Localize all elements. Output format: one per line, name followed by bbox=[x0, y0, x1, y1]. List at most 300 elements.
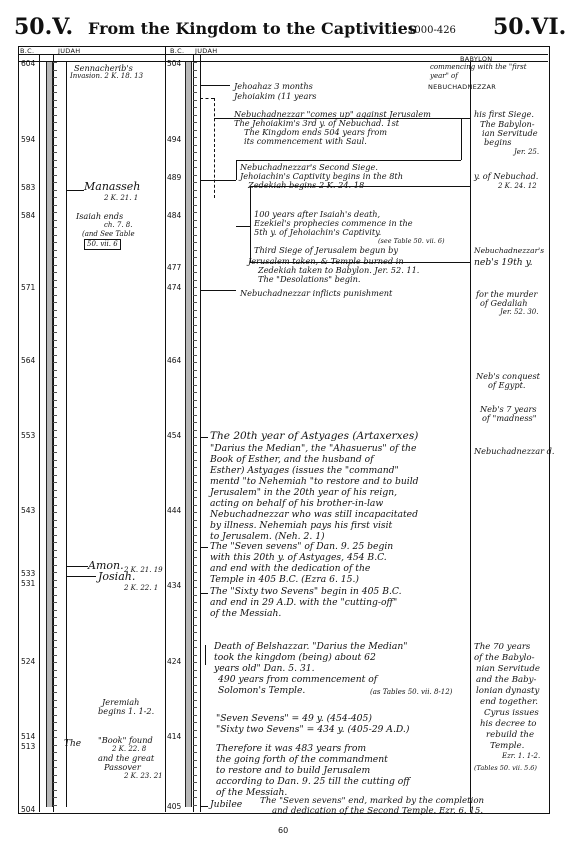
isaiah-ref: ch. 7. 8. bbox=[104, 221, 133, 229]
book-ref: 2 K. 22. 8 bbox=[112, 745, 147, 753]
left-year-tick bbox=[53, 145, 57, 146]
right-year-tick bbox=[193, 445, 197, 446]
right-year-tick bbox=[193, 610, 197, 611]
right-year-tick bbox=[193, 685, 197, 686]
right-year-tick bbox=[193, 362, 197, 363]
right-year-tick bbox=[193, 745, 197, 746]
left-year-tick bbox=[53, 527, 57, 528]
main-line: and dedication of the Second Temple. Ezr. 6. 15. bbox=[272, 806, 484, 816]
left-year-tick bbox=[53, 565, 57, 566]
isaiah-table: (and See Table bbox=[82, 230, 135, 238]
main-line: "Darius the Median", the "Ahasuerus" of the bbox=[210, 443, 417, 454]
left-year-tick bbox=[53, 85, 57, 86]
right-year-tick bbox=[193, 640, 197, 641]
isaiah-death: 100 years after Isaiah's death, bbox=[254, 209, 381, 219]
left-year-tick bbox=[53, 227, 57, 228]
main-line: Solomon's Temple. bbox=[218, 685, 306, 696]
bab-line: Temple. bbox=[490, 741, 525, 751]
left-year-tick bbox=[53, 467, 57, 468]
bab-egypt-1: Neb's conquest bbox=[476, 371, 540, 381]
great-passover-2: Passover bbox=[104, 762, 141, 772]
see-table-ezekiel: (see Table 50. vii. 6) bbox=[378, 237, 445, 245]
page-number: 60 bbox=[278, 826, 289, 835]
right-year-tick bbox=[193, 190, 197, 191]
right-year-tick bbox=[193, 625, 197, 626]
main-line: and end in 29 A.D. with the "cutting-off" bbox=[210, 597, 398, 608]
left-year-tick bbox=[53, 295, 57, 296]
right-year-tick bbox=[193, 760, 197, 761]
main-line: to Jerusalem. (Neh. 2. 1) bbox=[210, 531, 325, 542]
main-line: and end with the dedication of the bbox=[210, 563, 371, 574]
right-year-tick bbox=[193, 340, 197, 341]
right-year: 477 bbox=[167, 263, 182, 272]
main-line: Jerusalem" in the 20th year of his reign, bbox=[210, 487, 398, 498]
main-line: to restore and to build Jerusalem bbox=[216, 765, 371, 776]
left-year-tick bbox=[53, 730, 57, 731]
right-year-tick bbox=[193, 460, 197, 461]
right-year-tick bbox=[193, 655, 197, 656]
right-year: 414 bbox=[167, 732, 182, 741]
right-year: 494 bbox=[167, 135, 182, 144]
left-year-tick bbox=[53, 595, 57, 596]
right-year-tick bbox=[193, 662, 197, 663]
right-year-tick bbox=[193, 227, 197, 228]
right-year-tick bbox=[193, 317, 197, 318]
left-year-tick bbox=[53, 452, 57, 453]
left-year-tick bbox=[53, 370, 57, 371]
jehoiakim-3rd-year: The Jehoiakim's 3rd y. of Nebuchad. 1st bbox=[234, 118, 400, 128]
josiah-label: Josiah. bbox=[98, 570, 136, 583]
right-year-tick bbox=[193, 235, 197, 236]
left-year-tick bbox=[53, 235, 57, 236]
passover-ref: 2 K. 23. 21 bbox=[124, 772, 163, 780]
right-year-tick bbox=[193, 542, 197, 543]
right-year-tick bbox=[193, 295, 197, 296]
left-year: 533 bbox=[21, 569, 36, 578]
left-year-tick bbox=[53, 340, 57, 341]
main-line: Nebuchadnezzar who was still incapacitated bbox=[210, 509, 418, 520]
left-year-tick bbox=[53, 242, 57, 243]
right-year-tick bbox=[193, 512, 197, 513]
right-year-tick bbox=[193, 482, 197, 483]
right-year-tick bbox=[193, 805, 197, 806]
left-year-tick bbox=[53, 302, 57, 303]
bab-jer52: Jer. 52. 30. bbox=[500, 308, 539, 316]
left-year: 584 bbox=[21, 211, 36, 220]
right-year-tick bbox=[193, 707, 197, 708]
left-year: 513 bbox=[21, 742, 36, 751]
sennacherib-label: Sennacherib's bbox=[74, 63, 133, 73]
left-year-tick bbox=[53, 752, 57, 753]
col-babylon: BABYLON bbox=[460, 55, 493, 63]
seven-sevens-begin: The "Seven sevens" of Dan. 9. 25 begin bbox=[210, 541, 394, 552]
left-year-tick bbox=[53, 685, 57, 686]
manasseh-ref: 2 K. 21. 1 bbox=[104, 194, 139, 202]
left-year-tick bbox=[53, 107, 57, 108]
left-year: 524 bbox=[21, 657, 36, 666]
zedekiah-taken: Zedekiah taken to Babylon. Jer. 52. 11. bbox=[258, 265, 420, 275]
left-year-tick bbox=[53, 250, 57, 251]
right-year-tick bbox=[193, 700, 197, 701]
right-year-tick bbox=[193, 595, 197, 596]
left-year: 553 bbox=[21, 431, 36, 440]
right-year-tick bbox=[193, 797, 197, 798]
left-year: 531 bbox=[21, 579, 36, 588]
main-line: of the Messiah. bbox=[210, 608, 282, 619]
left-year-tick bbox=[53, 790, 57, 791]
ezekiel-prophecies: Ezekiel's prophecies commence in the bbox=[254, 218, 413, 228]
right-year: 405 bbox=[167, 802, 182, 811]
right-year-tick bbox=[193, 437, 197, 438]
bab-ref: 2 K. 24. 12 bbox=[498, 182, 537, 190]
main-line: the going forth of the commandment bbox=[216, 754, 388, 765]
right-year-tick bbox=[193, 92, 197, 93]
left-year-tick bbox=[53, 385, 57, 386]
left-year-tick bbox=[53, 805, 57, 806]
left-year-tick bbox=[53, 317, 57, 318]
left-year-tick bbox=[53, 205, 57, 206]
right-year-tick bbox=[193, 535, 197, 536]
right-year-tick bbox=[193, 280, 197, 281]
babylon-note: commencing with the "first year" of bbox=[430, 63, 527, 80]
left-year-tick bbox=[53, 257, 57, 258]
main-line: of the Messiah. bbox=[216, 787, 288, 798]
left-year-tick bbox=[53, 520, 57, 521]
right-year-tick bbox=[193, 722, 197, 723]
right-year-tick bbox=[193, 377, 197, 378]
bab-line: end together. bbox=[480, 697, 539, 707]
left-year-tick bbox=[53, 197, 57, 198]
neb-comes-up: Nebuchadnezzar "comes up" against Jerusalem bbox=[234, 109, 431, 119]
left-year: 604 bbox=[21, 59, 36, 68]
bab-first-siege: his first Siege. bbox=[474, 109, 534, 119]
right-year-tick bbox=[193, 370, 197, 371]
left-year-tick bbox=[53, 115, 57, 116]
left-year-tick bbox=[53, 167, 57, 168]
bab-servitude-2: ian Servitude bbox=[482, 128, 538, 138]
right-year-tick bbox=[193, 77, 197, 78]
left-year: 543 bbox=[21, 506, 36, 515]
header-left-code: 50.V. bbox=[14, 14, 74, 40]
manasseh-label: Manasseh bbox=[84, 180, 141, 193]
left-year-tick bbox=[53, 220, 57, 221]
bab-neb-19th: neb's 19th y. bbox=[474, 257, 533, 268]
right-year-tick bbox=[193, 70, 197, 71]
left-year-tick bbox=[53, 437, 57, 438]
left-year-tick bbox=[53, 212, 57, 213]
right-year-tick bbox=[193, 265, 197, 266]
col-bc-left: B.C. bbox=[20, 47, 35, 55]
left-year-tick bbox=[53, 310, 57, 311]
bab-cyrus: Cyrus issues bbox=[484, 708, 539, 718]
bab-egypt-2: of Egypt. bbox=[488, 380, 526, 390]
amon-ref: 2 K. 21. 19 bbox=[124, 566, 163, 574]
left-year-tick bbox=[53, 647, 57, 648]
astyages-20th-year: The 20th year of Astyages (Artaxerxes) bbox=[210, 430, 419, 442]
483-years: Therefore it was 483 years from bbox=[216, 743, 367, 754]
bab-line: his decree to bbox=[480, 719, 537, 729]
right-year-tick bbox=[193, 430, 197, 431]
right-year-tick bbox=[193, 385, 197, 386]
jehoiachin-5th-year: 5th y. of Jehoiachin's Captivity. bbox=[254, 227, 382, 237]
zedekiah-begins: Zedekiah begins 2 K. 24. 18 bbox=[248, 180, 365, 190]
left-year-tick bbox=[53, 407, 57, 408]
left-judah-bar bbox=[46, 62, 53, 807]
right-year-tick bbox=[193, 355, 197, 356]
right-year-tick bbox=[193, 452, 197, 453]
right-year-tick bbox=[193, 152, 197, 153]
right-year-tick bbox=[193, 325, 197, 326]
right-year-tick bbox=[193, 272, 197, 273]
left-year-tick bbox=[53, 137, 57, 138]
main-line: according to Dan. 9. 25 till the cutting off bbox=[216, 776, 410, 787]
left-year-tick bbox=[53, 655, 57, 656]
left-year-tick bbox=[53, 475, 57, 476]
right-year-tick bbox=[193, 467, 197, 468]
jehoiakim: Jehoiakim (11 years bbox=[234, 91, 317, 101]
right-year-tick bbox=[193, 647, 197, 648]
left-year-tick bbox=[53, 542, 57, 543]
right-year-tick bbox=[193, 100, 197, 101]
right-year-tick bbox=[193, 422, 197, 423]
right-year-tick bbox=[193, 310, 197, 311]
left-year-tick bbox=[53, 700, 57, 701]
bab-murder: for the murder bbox=[476, 289, 538, 299]
right-year-tick bbox=[193, 505, 197, 506]
bab-gedaliah: of Gedaliah bbox=[480, 298, 528, 308]
sixty-two-sevens-begin: The "Sixty two Sevens" begin in 405 B.C. bbox=[210, 586, 402, 597]
left-year-tick bbox=[53, 505, 57, 506]
left-year: 583 bbox=[21, 183, 36, 192]
jeremiah-label: Jeremiah bbox=[102, 697, 140, 707]
left-year-tick bbox=[53, 190, 57, 191]
main-line: mentd "to Nehemiah "to restore and to build bbox=[210, 476, 419, 487]
left-year-tick bbox=[53, 490, 57, 491]
right-year: 464 bbox=[167, 356, 182, 365]
third-siege: Third Siege of Jerusalem begun by bbox=[254, 245, 399, 255]
col-judah-right: JUDAH bbox=[195, 47, 218, 55]
left-year-tick bbox=[53, 325, 57, 326]
great-passover-1: and the great bbox=[98, 753, 155, 763]
left-year-tick bbox=[53, 602, 57, 603]
left-year-tick bbox=[53, 670, 57, 671]
left-year-tick bbox=[53, 797, 57, 798]
left-year-tick bbox=[53, 280, 57, 281]
second-siege: Nebuchadnezzar's Second Siege. bbox=[240, 162, 378, 172]
left-year-tick bbox=[53, 662, 57, 663]
col-bc-right: B.C. bbox=[170, 47, 185, 55]
bab-line: lonian dynasty bbox=[476, 686, 540, 696]
main-line: took the kingdom (being) about 62 bbox=[214, 652, 376, 663]
right-year-tick bbox=[193, 602, 197, 603]
seven-sevens-eq: "Seven Sevens" = 49 y. (454-405) bbox=[216, 713, 372, 724]
book-found: "Book" found bbox=[98, 735, 153, 745]
header-dates: 1000-426 bbox=[408, 25, 456, 36]
left-year-tick bbox=[53, 422, 57, 423]
right-year-tick bbox=[193, 400, 197, 401]
right-year-tick bbox=[193, 257, 197, 258]
left-year-tick bbox=[53, 497, 57, 498]
left-year: 504 bbox=[21, 805, 36, 814]
left-year-tick bbox=[53, 77, 57, 78]
right-year: 489 bbox=[167, 173, 182, 182]
right-year-tick bbox=[193, 137, 197, 138]
right-year-tick bbox=[193, 212, 197, 213]
right-year-tick bbox=[193, 130, 197, 131]
left-year-tick bbox=[53, 692, 57, 693]
left-year-tick bbox=[53, 722, 57, 723]
left-year-tick bbox=[53, 587, 57, 588]
right-year-tick bbox=[193, 572, 197, 573]
right-year-tick bbox=[193, 692, 197, 693]
left-year-tick bbox=[53, 550, 57, 551]
josiah-ref: 2 K. 22. 1 bbox=[124, 584, 159, 592]
right-year: 484 bbox=[167, 211, 182, 220]
left-year-tick bbox=[53, 610, 57, 611]
right-year-tick bbox=[193, 107, 197, 108]
right-year: 444 bbox=[167, 506, 182, 515]
left-year-tick bbox=[53, 557, 57, 558]
right-year-tick bbox=[193, 677, 197, 678]
bab-servitude-1: The Babylon- bbox=[480, 119, 535, 129]
left-year-tick bbox=[53, 430, 57, 431]
desolations-begin: The "Desolations" begin. bbox=[258, 274, 361, 284]
right-year-tick bbox=[193, 520, 197, 521]
left-year-tick bbox=[53, 625, 57, 626]
right-year-tick bbox=[193, 302, 197, 303]
bab-neb-label: Nebuchadnezzar's bbox=[474, 246, 545, 255]
left-year: 514 bbox=[21, 732, 36, 741]
right-year: 434 bbox=[167, 581, 182, 590]
left-year-tick bbox=[53, 392, 57, 393]
left-year-tick bbox=[53, 160, 57, 161]
bab-line: of the Babylo- bbox=[474, 653, 535, 663]
right-year-tick bbox=[193, 415, 197, 416]
left-year-tick bbox=[53, 782, 57, 783]
left-year-tick bbox=[53, 62, 57, 63]
right-year: 424 bbox=[167, 657, 182, 666]
right-year-tick bbox=[193, 392, 197, 393]
right-year-tick bbox=[193, 347, 197, 348]
isaiah-table-ref: 50. vii. 6 bbox=[84, 239, 121, 250]
right-year-tick bbox=[193, 115, 197, 116]
left-year-tick bbox=[53, 377, 57, 378]
left-year-tick bbox=[53, 775, 57, 776]
right-year-tick bbox=[193, 205, 197, 206]
left-year-tick bbox=[53, 355, 57, 356]
right-year-tick bbox=[193, 122, 197, 123]
left-year-tick bbox=[53, 737, 57, 738]
right-year-tick bbox=[193, 527, 197, 528]
right-year-tick bbox=[193, 767, 197, 768]
right-year-tick bbox=[193, 617, 197, 618]
bab-line: nian Servitude bbox=[476, 664, 540, 674]
left-year-tick bbox=[53, 272, 57, 273]
right-year: 504 bbox=[167, 59, 182, 68]
right-year-tick bbox=[193, 160, 197, 161]
left-year-tick bbox=[53, 175, 57, 176]
right-year-tick bbox=[193, 407, 197, 408]
left-year-tick bbox=[53, 580, 57, 581]
left-tick-numbers bbox=[41, 62, 46, 807]
babylon-nebuchadnezzar: NEBUCHADNEZZAR bbox=[428, 83, 497, 91]
left-year-tick bbox=[53, 677, 57, 678]
sixty-two-sevens-eq: "Sixty two Sevens" = 434 y. (405-29 A.D.) bbox=[216, 724, 410, 735]
right-year-tick bbox=[193, 587, 197, 588]
right-year-tick bbox=[193, 550, 197, 551]
bab-year-neb: y. of Nebuchad. bbox=[474, 171, 539, 181]
left-year-tick bbox=[53, 130, 57, 131]
right-year-tick bbox=[193, 145, 197, 146]
left-year-tick bbox=[53, 445, 57, 446]
right-year-tick bbox=[193, 580, 197, 581]
right-year-tick bbox=[193, 62, 197, 63]
jeremiah-ref: begins 1. 1-2. bbox=[98, 706, 155, 716]
right-year: 474 bbox=[167, 283, 182, 292]
right-year-tick bbox=[193, 220, 197, 221]
right-year-tick bbox=[193, 565, 197, 566]
main-line: by illness. Nehemiah pays his first visit bbox=[210, 520, 393, 531]
main-line: with this 20th y. of Astyages, 454 B.C. bbox=[210, 552, 387, 563]
right-year-tick bbox=[193, 782, 197, 783]
col-judah-left: JUDAH bbox=[58, 47, 81, 55]
left-year-tick bbox=[53, 617, 57, 618]
death-of-belshazzar: Death of Belshazzar. "Darius the Median" bbox=[214, 641, 408, 652]
seven-sevens-end: The "Seven sevens" end, marked by the completion bbox=[260, 796, 485, 806]
left-year-tick bbox=[53, 347, 57, 348]
bab-line: rebuild the bbox=[486, 730, 535, 740]
right-year: 454 bbox=[167, 431, 182, 440]
amon-label: Amon. bbox=[88, 559, 124, 572]
right-year-tick bbox=[193, 167, 197, 168]
jehoahaz: Jehoahaz 3 months bbox=[234, 81, 313, 91]
left-year-tick bbox=[53, 745, 57, 746]
left-year-tick bbox=[53, 100, 57, 101]
bab-line: and the Baby- bbox=[476, 675, 537, 685]
the-label: The bbox=[64, 739, 82, 749]
main-line: Book of Esther, and the husband of bbox=[210, 454, 374, 465]
kingdom-commencement: its commencement with Saul. bbox=[244, 136, 367, 146]
left-year-tick bbox=[53, 332, 57, 333]
main-line: acting on behalf of his brother-in-law bbox=[210, 498, 384, 509]
left-year-tick bbox=[53, 182, 57, 183]
right-year-tick bbox=[193, 475, 197, 476]
right-year-tick bbox=[193, 670, 197, 671]
main-line: years old" Dan. 5. 31. bbox=[214, 663, 315, 674]
right-year-tick bbox=[193, 490, 197, 491]
right-year-tick bbox=[193, 557, 197, 558]
right-year-tick bbox=[193, 242, 197, 243]
left-year-tick bbox=[53, 265, 57, 266]
left-year-tick bbox=[53, 92, 57, 93]
left-year-tick bbox=[53, 767, 57, 768]
main-line: Temple in 405 B.C. (Ezra 6. 15.) bbox=[210, 574, 359, 585]
bab-neb-dies: Nebuchadnezzar d. bbox=[474, 446, 555, 456]
left-year-tick bbox=[53, 415, 57, 416]
left-year-tick bbox=[53, 535, 57, 536]
sennacherib-ref: Invasion. 2 K. 18. 13 bbox=[70, 72, 144, 80]
as-tables: (as Tables 50. vii. 8-12) bbox=[370, 688, 453, 696]
right-year-tick bbox=[193, 175, 197, 176]
isaiah-ends: Isaiah ends bbox=[76, 211, 124, 221]
left-year-tick bbox=[53, 632, 57, 633]
490-years: 490 years from commencement of bbox=[218, 674, 378, 685]
right-year-tick bbox=[193, 752, 197, 753]
bab-servitude-3: begins bbox=[484, 137, 512, 147]
left-year-tick bbox=[53, 512, 57, 513]
right-year-tick bbox=[193, 287, 197, 288]
bab-70-years: The 70 years bbox=[474, 642, 531, 652]
